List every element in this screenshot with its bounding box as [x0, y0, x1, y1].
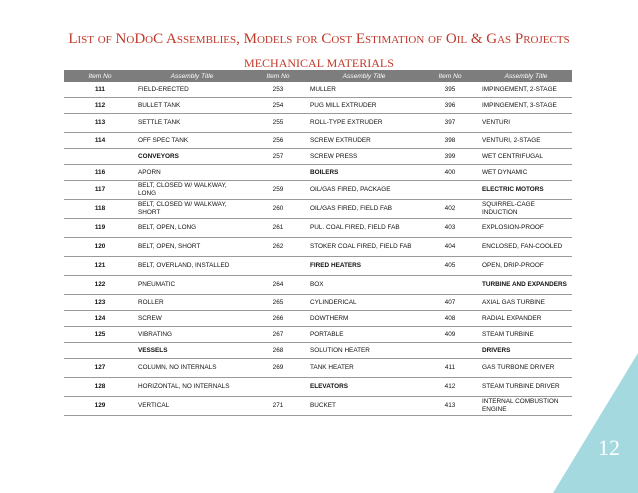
- assembly-title-cell: BULLET TANK: [136, 98, 248, 114]
- item-number-cell: 120: [64, 238, 136, 257]
- item-number-cell: [248, 165, 308, 181]
- assembly-title-cell: ROLLER: [136, 295, 248, 311]
- table-row: [64, 165, 572, 181]
- assembly-table: [64, 70, 572, 416]
- assembly-title-cell: SQUIRREL-CAGE INDUCTION: [480, 200, 572, 219]
- table-row: [64, 82, 572, 98]
- assembly-title-cell: SCREW: [136, 311, 248, 327]
- assembly-title-cell: BUCKET: [308, 397, 420, 416]
- item-number-cell: 408: [420, 311, 480, 327]
- assembly-title-cell: SCREW PRESS: [308, 149, 420, 165]
- header-item-no: Item No: [420, 70, 480, 82]
- assembly-title-cell: VENTURI, 2-STAGE: [480, 133, 572, 149]
- slide-subtitle: MECHANICAL MATERIALS: [244, 56, 394, 70]
- item-number-cell: 253: [248, 82, 308, 98]
- assembly-title-cell: ELEVATORS: [308, 378, 420, 397]
- item-number-cell: 114: [64, 133, 136, 149]
- item-number-cell: 397: [420, 114, 480, 133]
- item-number-cell: 269: [248, 359, 308, 378]
- assembly-title-cell: VIBRATING: [136, 327, 248, 343]
- table-row: [64, 311, 572, 327]
- assembly-title-cell: OFF SPEC TANK: [136, 133, 248, 149]
- table-header-row: [64, 70, 572, 82]
- item-number-cell: 255: [248, 114, 308, 133]
- assembly-title-cell: PNEUMATIC: [136, 276, 248, 295]
- item-number-cell: 260: [248, 200, 308, 219]
- item-number-cell: 259: [248, 181, 308, 200]
- header-assembly-title: Assembly Title: [308, 70, 420, 82]
- table-row: [64, 378, 572, 397]
- assembly-title-cell: BELT, OPEN, SHORT: [136, 238, 248, 257]
- item-number-cell: [248, 378, 308, 397]
- item-number-cell: 254: [248, 98, 308, 114]
- assembly-title-cell: RADIAL EXPANDER: [480, 311, 572, 327]
- assembly-title-cell: ROLL-TYPE EXTRUDER: [308, 114, 420, 133]
- item-number-cell: 125: [64, 327, 136, 343]
- item-number-cell: [64, 343, 136, 359]
- slide-title: List of NoDoC Assemblies, Models for Cost Estimation of Oil & Gas Projects: [68, 31, 570, 47]
- assembly-title-cell: GAS TURBONE DRIVER: [480, 359, 572, 378]
- table-row: [64, 149, 572, 165]
- table-row: [64, 295, 572, 311]
- header-item-no: Item No: [64, 70, 136, 82]
- item-number-cell: 265: [248, 295, 308, 311]
- assembly-title-cell: STOKER COAL FIRED, FIELD FAB: [308, 238, 420, 257]
- table-row: [64, 200, 572, 219]
- assembly-title-cell: WET DYNAMIC: [480, 165, 572, 181]
- item-number-cell: 262: [248, 238, 308, 257]
- item-number-cell: 266: [248, 311, 308, 327]
- item-number-cell: [64, 149, 136, 165]
- item-number-cell: 264: [248, 276, 308, 295]
- assembly-title-cell: BOILERS: [308, 165, 420, 181]
- assembly-title-cell: EXPLOSION-PROOF: [480, 219, 572, 238]
- item-number-cell: 123: [64, 295, 136, 311]
- table-row: [64, 327, 572, 343]
- item-number-cell: 124: [64, 311, 136, 327]
- item-number-cell: 111: [64, 82, 136, 98]
- item-number-cell: 398: [420, 133, 480, 149]
- assembly-title-cell: SOLUTION HEATER: [308, 343, 420, 359]
- item-number-cell: 129: [64, 397, 136, 416]
- item-number-cell: 267: [248, 327, 308, 343]
- item-number-cell: [420, 343, 480, 359]
- item-number-cell: 399: [420, 149, 480, 165]
- assembly-title-cell: IMPINGEMENT, 2-STAGE: [480, 82, 572, 98]
- item-number-cell: 402: [420, 200, 480, 219]
- header-assembly-title: Assembly Title: [480, 70, 572, 82]
- item-number-cell: 395: [420, 82, 480, 98]
- item-number-cell: 257: [248, 149, 308, 165]
- item-number-cell: 119: [64, 219, 136, 238]
- assembly-title-cell: CYLINDERICAL: [308, 295, 420, 311]
- assembly-title-cell: BOX: [308, 276, 420, 295]
- assembly-title-cell: SCREW EXTRUDER: [308, 133, 420, 149]
- assembly-title-cell: OIL/GAS FIRED, PACKAGE: [308, 181, 420, 200]
- table-row: [64, 343, 572, 359]
- assembly-title-cell: BELT, CLOSED W/ WALKWAY, SHORT: [136, 200, 248, 219]
- assembly-title-cell: MULLER: [308, 82, 420, 98]
- assembly-title-cell: ENCLOSED, FAN-COOLED: [480, 238, 572, 257]
- assembly-title-cell: FIELD-ERECTED: [136, 82, 248, 98]
- item-number-cell: 118: [64, 200, 136, 219]
- assembly-title-cell: DOWTHERM: [308, 311, 420, 327]
- item-number-cell: [248, 257, 308, 276]
- table-row: [64, 133, 572, 149]
- item-number-cell: 411: [420, 359, 480, 378]
- assembly-title-cell: OPEN, DRIP-PROOF: [480, 257, 572, 276]
- assembly-title-cell: VESSELS: [136, 343, 248, 359]
- assembly-title-cell: IMPINGEMENT, 3-STAGE: [480, 98, 572, 114]
- assembly-title-cell: BELT, OPEN, LONG: [136, 219, 248, 238]
- table-row: [64, 257, 572, 276]
- assembly-title-cell: PUL. COAL FIRED, FIELD FAB: [308, 219, 420, 238]
- assembly-title-cell: CONVEYORS: [136, 149, 248, 165]
- table-row: [64, 114, 572, 133]
- header-item-no: Item No: [248, 70, 308, 82]
- assembly-title-cell: BELT, OVERLAND, INSTALLED: [136, 257, 248, 276]
- item-number-cell: 117: [64, 181, 136, 200]
- assembly-title-cell: HORIZONTAL, NO INTERNALS: [136, 378, 248, 397]
- assembly-title-cell: SETTLE TANK: [136, 114, 248, 133]
- assembly-title-cell: WET CENTRIFUGAL: [480, 149, 572, 165]
- assembly-title-cell: BELT, CLOSED W/ WALKWAY, LONG: [136, 181, 248, 200]
- item-number-cell: 112: [64, 98, 136, 114]
- item-number-cell: 405: [420, 257, 480, 276]
- item-number-cell: 122: [64, 276, 136, 295]
- table-row: [64, 238, 572, 257]
- assembly-title-cell: INTERNAL COMBUSTION ENGINE: [480, 397, 572, 416]
- assembly-title-cell: OIL/GAS FIRED, FIELD FAB: [308, 200, 420, 219]
- item-number-cell: 412: [420, 378, 480, 397]
- item-number-cell: 268: [248, 343, 308, 359]
- item-number-cell: 407: [420, 295, 480, 311]
- page-number: 12: [598, 435, 620, 460]
- header-assembly-title: Assembly Title: [136, 70, 248, 82]
- assembly-title-cell: COLUMN, NO INTERNALS: [136, 359, 248, 378]
- assembly-title-cell: FIRED HEATERS: [308, 257, 420, 276]
- item-number-cell: 127: [64, 359, 136, 378]
- item-number-cell: 400: [420, 165, 480, 181]
- table-row: [64, 181, 572, 200]
- table-row: [64, 219, 572, 238]
- item-number-cell: 128: [64, 378, 136, 397]
- item-number-cell: [420, 276, 480, 295]
- item-number-cell: 256: [248, 133, 308, 149]
- table-row: [64, 359, 572, 378]
- table-row: [64, 397, 572, 416]
- assembly-title-cell: DRIVERS: [480, 343, 572, 359]
- table-row: [64, 276, 572, 295]
- assembly-title-cell: TANK HEATER: [308, 359, 420, 378]
- table-row: [64, 98, 572, 114]
- item-number-cell: 116: [64, 165, 136, 181]
- item-number-cell: 404: [420, 238, 480, 257]
- assembly-title-cell: STEAM TURBINE DRIVER: [480, 378, 572, 397]
- assembly-title-cell: PORTABLE: [308, 327, 420, 343]
- assembly-title-cell: VENTURI: [480, 114, 572, 133]
- item-number-cell: 409: [420, 327, 480, 343]
- assembly-title-cell: ELECTRIC MOTORS: [480, 181, 572, 200]
- item-number-cell: 121: [64, 257, 136, 276]
- item-number-cell: [420, 181, 480, 200]
- item-number-cell: 396: [420, 98, 480, 114]
- assembly-title-cell: STEAM TURBINE: [480, 327, 572, 343]
- assembly-title-cell: TURBINE AND EXPANDERS: [480, 276, 572, 295]
- assembly-title-cell: AXIAL GAS TURBINE: [480, 295, 572, 311]
- assembly-title-cell: VERTICAL: [136, 397, 248, 416]
- item-number-cell: 271: [248, 397, 308, 416]
- item-number-cell: 403: [420, 219, 480, 238]
- assembly-title-cell: PUG MILL EXTRUDER: [308, 98, 420, 114]
- item-number-cell: 413: [420, 397, 480, 416]
- item-number-cell: 261: [248, 219, 308, 238]
- assembly-title-cell: APORN: [136, 165, 248, 181]
- item-number-cell: 113: [64, 114, 136, 133]
